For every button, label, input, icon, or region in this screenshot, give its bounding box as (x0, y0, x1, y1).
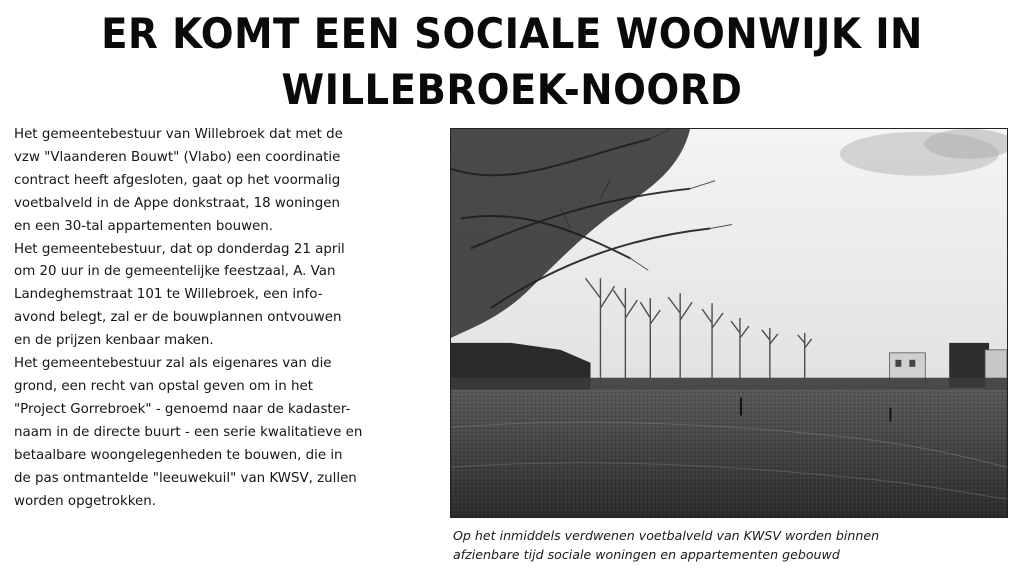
article-headline (41, 6, 983, 118)
caption-line-1: Op het inmiddels verdwenen voetbalveld van KWSV worden binnen (453, 528, 880, 543)
caption-line-2: afzienbare tijd sociale woningen en appartementen gebouwd (453, 547, 840, 562)
text-line: om 20 uur in de gemeentelijke feestzaal, A. Van (14, 264, 336, 280)
text-line: naam in de directe buurt - een serie kwalitatieve en (14, 424, 363, 440)
text-line: Landeghemstraat 101 te Willebroek, een info- (14, 287, 323, 303)
photo-caption (453, 526, 1013, 564)
text-line: en de prijzen kenbaar maken. (14, 333, 214, 349)
text-line: "Project Gorrebroek" - genoemd naar de kadaster- (14, 401, 351, 417)
field-photo-icon (451, 129, 1007, 517)
field-photo (450, 128, 1008, 518)
text-line: en een 30-tal appartementen bouwen. (14, 218, 274, 234)
text-line: avond belegt, zal er de bouwplannen ontvouwen (14, 310, 342, 326)
paragraph-2 (14, 239, 434, 354)
text-line: Het gemeentebestuur van Willebroek dat met de (14, 127, 343, 142)
text-line: de pas ontmantelde "leeuwekuil" van KWSV, zullen (14, 470, 357, 486)
text-line: worden opgetrokken. (14, 493, 156, 509)
paragraph-1 (14, 124, 434, 239)
paragraph-3 (14, 353, 434, 513)
headline-line-1: ER KOMT EEN SOCIALE WOONWIJK IN (101, 9, 923, 58)
article-body (14, 124, 434, 513)
text-line: vzw "Vlaanderen Bouwt" (Vlabo) een coordinatie (14, 149, 341, 165)
text-line: contract heeft afgesloten, gaat op het voormalig (14, 172, 341, 188)
text-line: grond, een recht van opstal geven om in het (14, 378, 313, 394)
headline-line-2: WILLEBROEK-NOORD (281, 65, 743, 114)
text-line: betaalbare woongelegenheden te bouwen, die in (14, 447, 343, 463)
text-line: Het gemeentebestuur, dat op donderdag 21 april (14, 241, 345, 257)
text-line: Het gemeentebestuur zal als eigenares van die (14, 356, 332, 372)
text-line: voetbalveld in de Appe donkstraat, 18 woningen (14, 195, 340, 211)
